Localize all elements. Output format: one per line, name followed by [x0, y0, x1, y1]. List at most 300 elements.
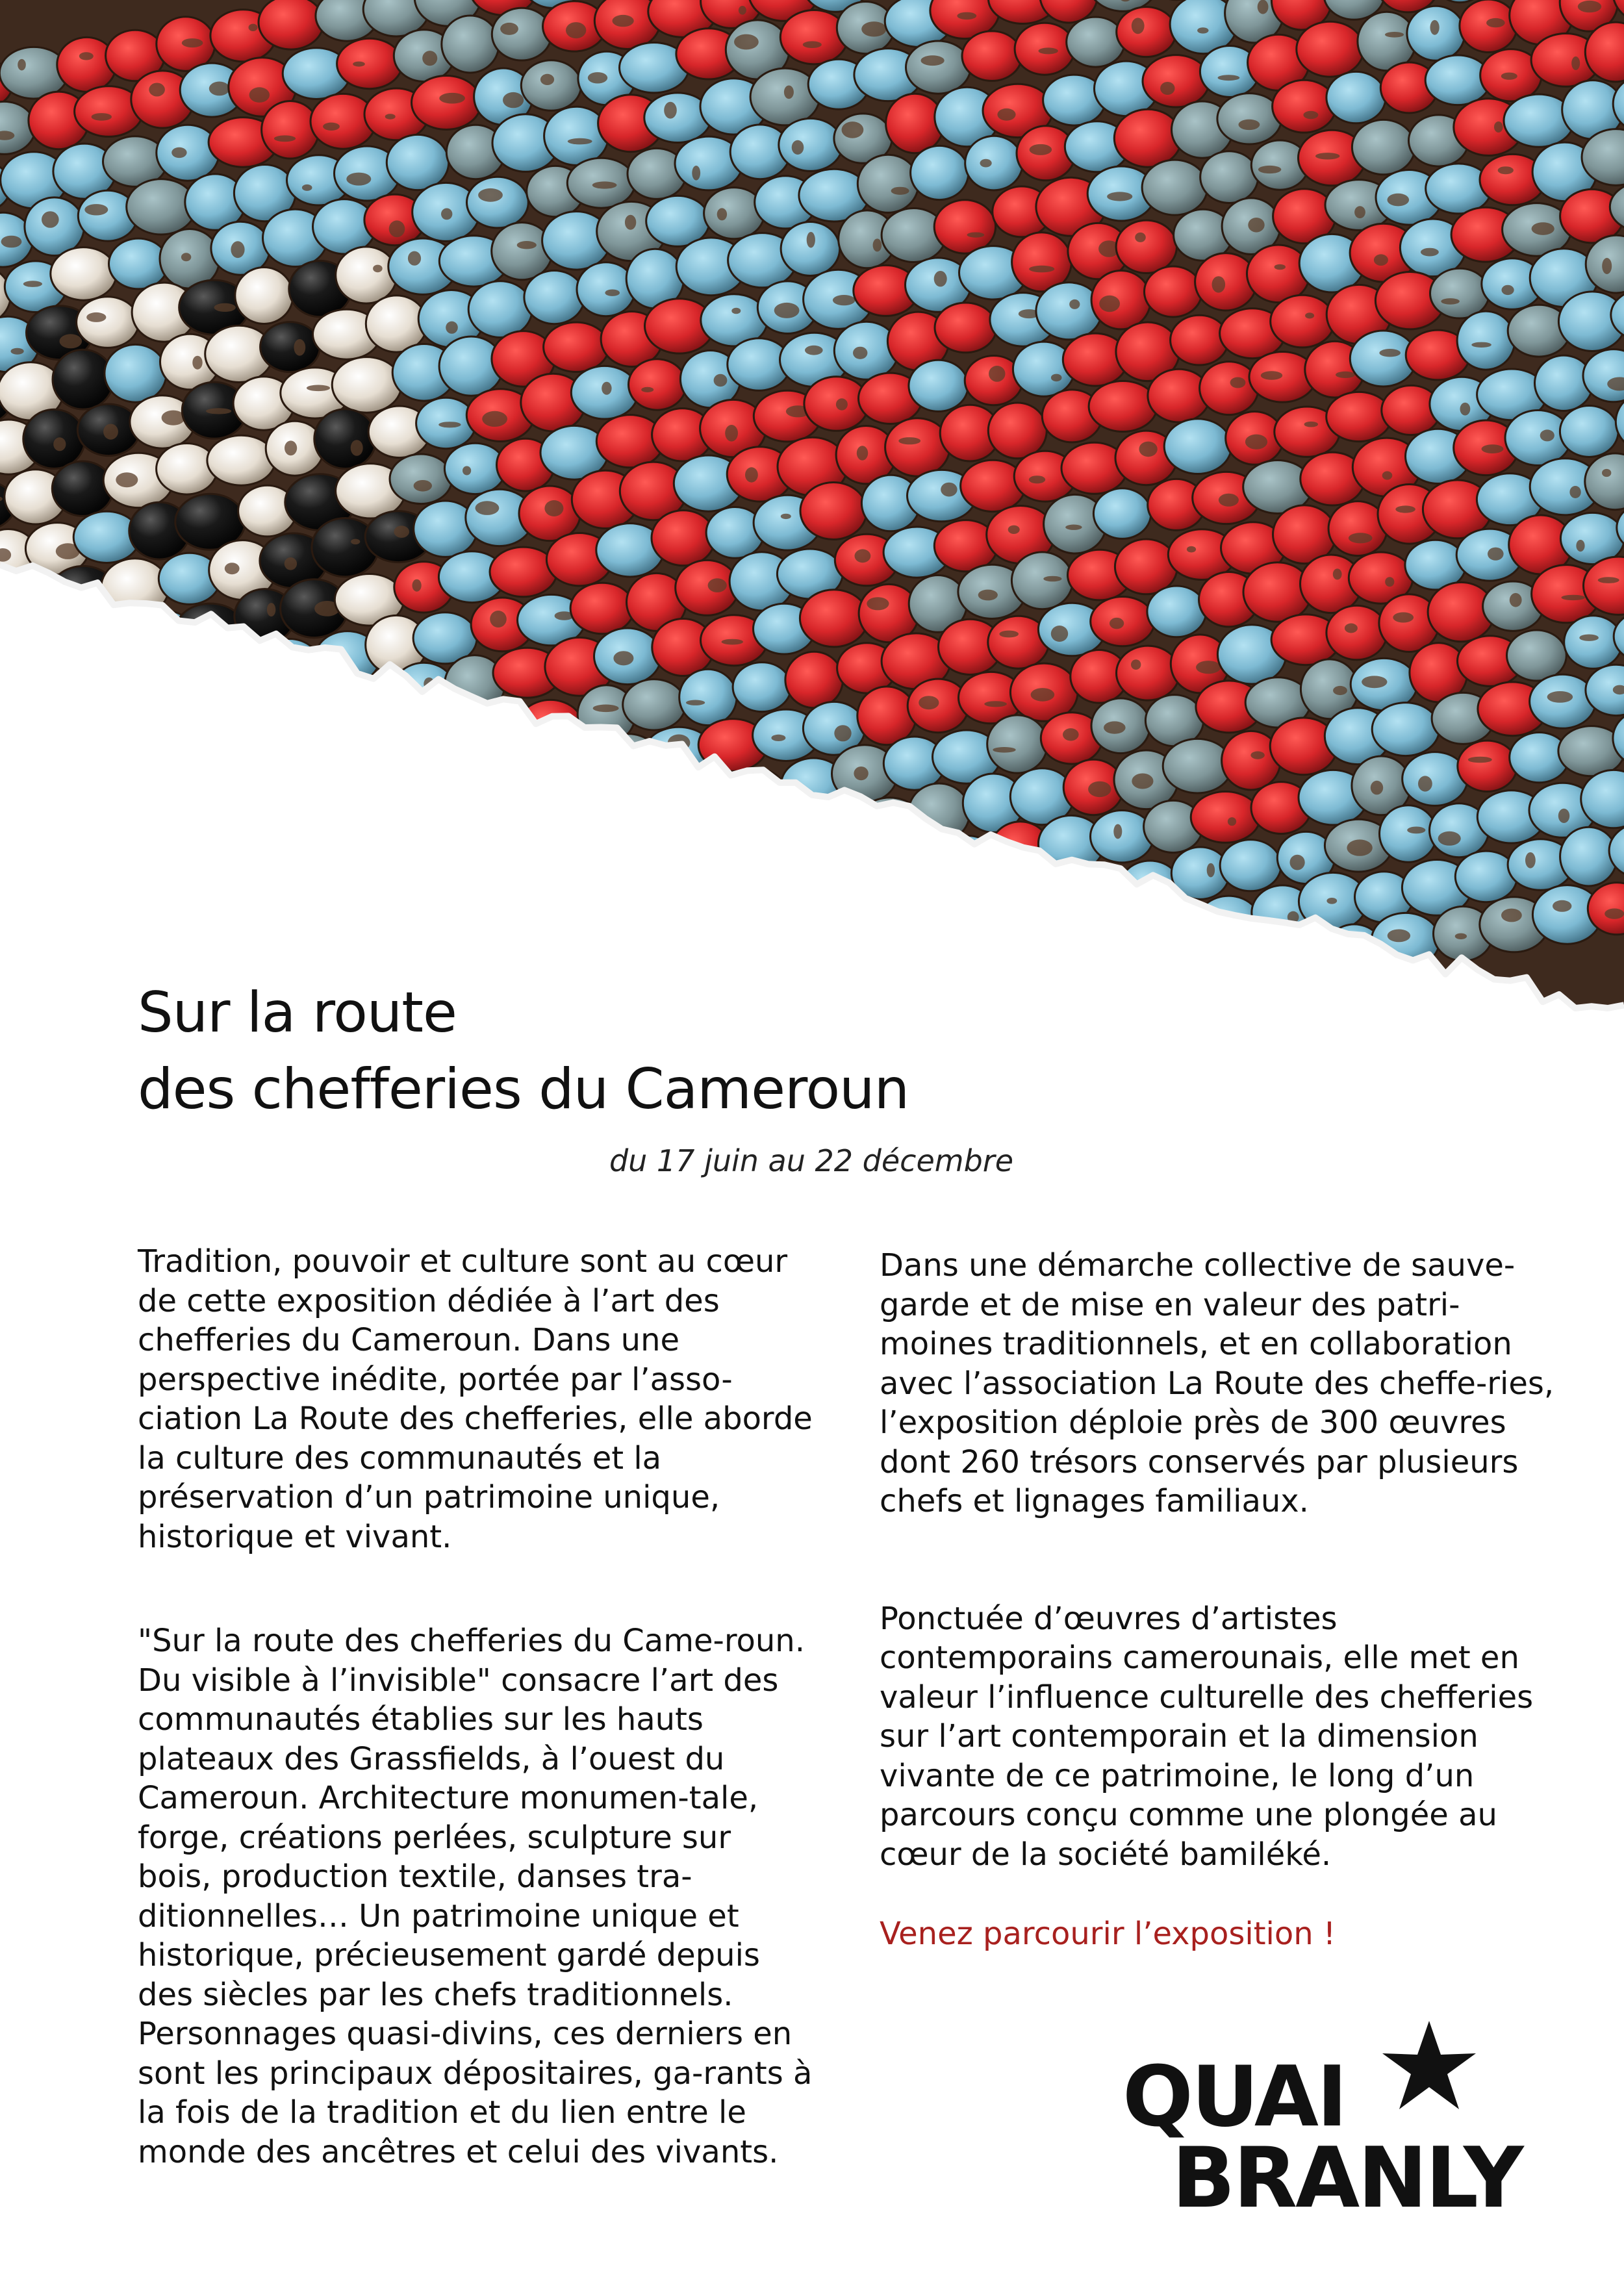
bead	[908, 893, 972, 945]
bead	[81, 936, 144, 995]
soil-speck	[394, 526, 409, 538]
page-title	[138, 974, 909, 1128]
soil-speck	[1525, 852, 1536, 869]
soil-speck	[873, 238, 882, 251]
soil-speck	[784, 86, 794, 99]
bead	[674, 883, 739, 932]
bead	[232, 914, 294, 964]
bead	[679, 669, 737, 725]
bead	[626, 891, 689, 943]
soil-speck	[923, 973, 935, 988]
soil-speck	[1362, 676, 1387, 688]
soil-speck	[18, 59, 26, 71]
soil-speck	[377, 746, 403, 762]
soil-speck	[285, 557, 297, 570]
bead	[0, 799, 14, 853]
contemporary-artists-paragraph: Ponctuée d’œuvres d’artistes contemporains camerounais, elle met en valeur l’influence culturelle des chefferies sur l’art contemporain et la dimension vivante de ce patrimoine, le long d’un parcours conçu comme une plongée au cœur de la société bamiléké.	[880, 1600, 1534, 1873]
soil-speck	[1218, 75, 1240, 81]
soil-speck	[54, 863, 64, 876]
soil-speck	[1031, 688, 1055, 702]
bead	[283, 792, 346, 844]
bead	[907, 998, 972, 1053]
soil-speck	[1605, 909, 1624, 919]
soil-speck	[441, 209, 452, 220]
soil-speck	[36, 744, 62, 752]
soil-speck	[1385, 32, 1404, 38]
bead	[676, 560, 739, 615]
bead	[1041, 924, 1110, 976]
soil-speck	[1065, 525, 1082, 530]
bead	[1271, 295, 1334, 348]
soil-speck	[438, 422, 461, 427]
soil-speck	[285, 440, 297, 455]
visit-call-to-action[interactable]: Venez parcourir l’exposition !	[880, 1916, 1336, 1952]
bead	[124, 823, 192, 880]
soil-speck	[316, 702, 331, 709]
soil-speck	[31, 1017, 57, 1026]
bead	[652, 511, 715, 566]
soil-speck	[1160, 82, 1174, 95]
quai-branly-logo	[1117, 2017, 1533, 2225]
soil-speck	[1460, 403, 1471, 416]
soil-speck	[441, 946, 450, 957]
bead	[258, 741, 322, 797]
soil-speck	[290, 653, 312, 663]
bead	[1116, 220, 1176, 273]
bead	[235, 268, 293, 324]
soil-speck	[307, 385, 330, 392]
bead	[176, 922, 246, 971]
soil-speck	[1107, 192, 1132, 201]
soil-speck	[365, 804, 388, 815]
soil-speck	[1110, 618, 1124, 629]
soil-speck	[1131, 659, 1141, 670]
soil-speck	[978, 590, 998, 601]
soil-speck	[0, 770, 1, 782]
bead	[1326, 71, 1386, 123]
soil-speck	[781, 514, 791, 519]
bead	[337, 38, 403, 88]
soil-speck	[692, 166, 700, 181]
bead	[161, 870, 222, 920]
soil-speck	[496, 945, 514, 959]
soil-speck	[478, 188, 503, 202]
soil-speck	[1482, 444, 1504, 453]
soil-speck	[853, 347, 867, 359]
soil-speck	[861, 21, 886, 36]
soil-speck	[898, 437, 920, 444]
soil-speck	[1248, 218, 1264, 233]
soil-speck	[1498, 166, 1514, 174]
soil-speck	[1486, 18, 1505, 27]
soil-speck	[625, 215, 636, 230]
bead	[629, 359, 687, 410]
soil-speck	[1245, 435, 1267, 450]
bead	[260, 322, 320, 372]
soil-speck	[1349, 533, 1373, 543]
soil-speck	[1468, 757, 1492, 763]
soil-speck	[739, 6, 746, 15]
soil-speck	[1212, 276, 1226, 292]
soil-speck	[1258, 166, 1281, 173]
bead	[521, 60, 581, 111]
soil-speck	[1532, 222, 1554, 235]
soil-speck	[1196, 661, 1221, 674]
soil-speck	[807, 232, 815, 247]
soil-speck	[713, 791, 726, 799]
bead	[209, 859, 269, 916]
soil-speck	[1069, 299, 1080, 309]
soil-speck	[23, 281, 42, 287]
bead	[157, 125, 219, 181]
soil-speck	[855, 549, 871, 563]
soil-speck	[1333, 686, 1347, 695]
soil-speck	[798, 883, 815, 896]
star-icon	[1377, 2017, 1481, 2114]
bead	[184, 809, 242, 866]
bead	[1091, 271, 1150, 329]
bead	[1560, 406, 1618, 457]
soil-speck	[1407, 827, 1425, 834]
soil-speck	[385, 114, 396, 119]
bead	[468, 281, 532, 338]
soil-speck	[368, 904, 383, 917]
bead	[756, 924, 814, 976]
soil-speck	[266, 764, 292, 778]
soil-speck	[182, 38, 203, 47]
soil-speck	[490, 611, 507, 628]
bead	[965, 136, 1023, 190]
soil-speck	[774, 303, 800, 318]
soil-speck	[1421, 248, 1439, 257]
bead	[1217, 94, 1282, 144]
bead	[1093, 488, 1150, 539]
soil-speck	[1099, 296, 1120, 312]
soil-speck	[11, 348, 24, 355]
soil-speck	[1024, 962, 1038, 969]
bead	[726, 870, 793, 925]
soil-speck	[1571, 57, 1580, 70]
soil-speck	[503, 92, 524, 108]
soil-speck	[992, 911, 1002, 924]
bead	[1200, 151, 1258, 203]
soil-speck	[1275, 264, 1286, 270]
bead	[390, 454, 452, 504]
bead	[1147, 586, 1206, 637]
soil-speck	[1187, 546, 1196, 553]
soil-speck	[8, 987, 18, 994]
bead	[444, 762, 509, 817]
bead	[286, 904, 353, 954]
bead	[209, 649, 266, 705]
soil-speck	[373, 265, 383, 273]
soil-speck	[568, 138, 592, 145]
bead	[364, 725, 434, 778]
bead	[1326, 605, 1387, 660]
soil-speck	[1393, 613, 1414, 623]
soil-speck	[834, 725, 851, 741]
soil-speck	[1501, 909, 1522, 922]
soil-speck	[446, 322, 458, 334]
soil-speck	[231, 782, 254, 792]
bead	[469, 704, 527, 761]
soil-speck	[1343, 943, 1361, 957]
bead	[1063, 975, 1128, 1025]
soil-speck	[1039, 47, 1058, 54]
bead	[1380, 805, 1437, 863]
soil-speck	[999, 631, 1019, 638]
bead	[785, 652, 843, 708]
soil-speck	[1104, 721, 1126, 733]
bead	[521, 913, 581, 967]
soil-speck	[254, 822, 273, 835]
soil-speck	[745, 467, 758, 482]
soil-speck	[867, 597, 889, 610]
soil-speck	[877, 813, 888, 830]
soil-speck	[149, 83, 165, 97]
bead	[1220, 840, 1281, 891]
soil-speck	[266, 707, 282, 721]
soil-speck	[708, 578, 727, 592]
soil-speck	[734, 34, 759, 50]
bead	[911, 146, 969, 199]
soil-speck	[1, 236, 22, 248]
soil-speck	[664, 102, 677, 119]
bead	[129, 717, 196, 770]
soil-speck	[1371, 781, 1383, 795]
soil-speck	[686, 700, 705, 705]
soil-speck	[1029, 475, 1045, 483]
soil-speck	[171, 147, 186, 158]
bead	[389, 776, 451, 833]
soil-speck	[1510, 593, 1522, 607]
bead	[883, 848, 948, 900]
soil-speck	[116, 472, 138, 487]
soil-speck	[641, 387, 653, 392]
soil-speck	[1602, 469, 1611, 477]
soil-speck	[1558, 809, 1569, 823]
bead	[623, 679, 685, 730]
soil-speck	[613, 651, 633, 665]
bead	[1191, 792, 1260, 843]
bead	[522, 802, 583, 861]
bead	[333, 890, 398, 941]
soil-speck	[967, 233, 985, 238]
soil-speck	[1303, 111, 1318, 119]
soil-speck	[157, 947, 168, 959]
soil-speck	[346, 173, 371, 186]
soil-speck	[1569, 486, 1580, 498]
soil-speck	[62, 644, 70, 650]
soil-speck	[1250, 752, 1264, 759]
soil-speck	[1326, 898, 1337, 904]
bead	[23, 409, 85, 468]
soil-speck	[971, 856, 991, 861]
soil-speck	[249, 24, 258, 31]
soil-speck	[517, 241, 537, 249]
soil-speck	[989, 366, 1005, 382]
soil-speck	[1540, 429, 1554, 441]
soil-speck	[919, 696, 939, 709]
soil-speck	[439, 93, 465, 104]
bead	[417, 717, 476, 770]
bead	[313, 844, 381, 896]
soil-speck	[1553, 900, 1571, 912]
bead	[601, 844, 661, 898]
bead	[648, 833, 711, 885]
bead	[906, 41, 971, 94]
bead	[570, 583, 634, 634]
bead	[0, 1012, 9, 1052]
soil-speck	[1051, 374, 1062, 382]
bead	[757, 813, 815, 869]
soil-speck	[127, 802, 140, 811]
bead	[1093, 910, 1156, 968]
bead	[335, 782, 404, 837]
soil-speck	[249, 87, 270, 103]
soil-speck	[422, 51, 437, 66]
hero-photo	[0, 0, 1624, 1052]
bead	[800, 483, 867, 540]
soil-speck	[833, 295, 856, 305]
soil-speck	[593, 705, 619, 713]
bead	[1117, 646, 1180, 700]
soil-speck	[206, 408, 231, 414]
soil-speck	[351, 440, 363, 456]
bead	[1507, 630, 1567, 681]
logo-word-branly: BRANLY	[1172, 2130, 1522, 2227]
bead	[51, 785, 118, 835]
bead	[679, 774, 737, 833]
soil-speck	[92, 113, 112, 121]
soil-speck	[3, 661, 16, 674]
soil-speck	[1388, 194, 1410, 207]
soil-speck	[247, 927, 270, 937]
bead	[1352, 120, 1415, 174]
soil-speck	[1038, 1014, 1049, 1020]
bead	[1164, 419, 1231, 474]
bead	[1297, 21, 1364, 77]
soil-speck	[921, 55, 945, 66]
soil-speck	[1382, 471, 1393, 479]
soil-speck	[267, 603, 275, 616]
left-column	[138, 1242, 813, 2172]
soil-speck	[842, 121, 864, 138]
bead	[283, 689, 353, 741]
soil-speck	[151, 849, 162, 863]
soil-speck	[836, 398, 848, 410]
bead	[105, 878, 163, 933]
bead	[857, 155, 919, 212]
bead	[23, 841, 90, 896]
soil-speck	[731, 308, 741, 314]
soil-speck	[1063, 728, 1079, 741]
bead	[959, 991, 1030, 1043]
soil-speck	[1388, 930, 1410, 943]
soil-speck	[1305, 312, 1314, 318]
intro-paragraph: Tradition, pouvoir et culture sont au cœur de cette exposition dédiée à l’art des chefferies du Cameroun. Dans une perspective inédite, portée par l’asso-ciation La Route des chefferies, elle aborde la culture des communautés et la préservation d’un patrimoine unique, historique et vivant.	[138, 1243, 813, 1555]
soil-speck	[1418, 776, 1432, 791]
bead	[181, 705, 251, 755]
soil-speck	[53, 437, 66, 451]
soil-speck	[10, 586, 25, 602]
soil-speck	[1041, 891, 1052, 906]
bead	[1019, 872, 1076, 928]
bead	[780, 10, 848, 64]
soil-speck	[1288, 960, 1308, 967]
soil-speck	[21, 817, 33, 824]
soil-speck	[1219, 494, 1239, 507]
soil-speck	[891, 187, 909, 195]
soil-speck	[725, 425, 738, 442]
soil-speck	[613, 15, 634, 27]
soil-speck	[67, 1022, 79, 1034]
soil-speck	[323, 123, 340, 131]
bead	[544, 322, 609, 372]
soil-speck	[331, 869, 340, 883]
soil-speck	[957, 12, 976, 19]
bead	[1167, 956, 1234, 1006]
soil-speck	[103, 424, 118, 440]
bead	[387, 883, 455, 940]
bead	[546, 854, 605, 907]
bead	[800, 590, 868, 647]
soil-speck	[482, 411, 507, 427]
soil-speck	[90, 952, 113, 967]
bead	[76, 828, 138, 883]
soil-speck	[1261, 371, 1282, 379]
soil-speck	[1132, 18, 1145, 34]
bead	[575, 902, 633, 961]
soil-speck	[1488, 548, 1504, 561]
bead	[0, 682, 66, 742]
bead	[332, 357, 401, 413]
soil-speck	[214, 303, 236, 312]
soil-speck	[628, 755, 650, 770]
bead	[109, 238, 168, 289]
soil-speck	[1258, 0, 1269, 14]
soil-speck	[649, 916, 674, 924]
bead	[801, 911, 871, 965]
soil-speck	[857, 446, 868, 460]
soil-speck	[1385, 577, 1394, 587]
bead	[988, 937, 1049, 988]
bead	[1143, 55, 1210, 107]
soil-speck	[1197, 27, 1208, 33]
logo-word-quai: QUAI	[1123, 2049, 1346, 2146]
soil-speck	[980, 159, 992, 168]
bead	[415, 826, 481, 880]
bead	[544, 748, 606, 799]
bead	[1457, 311, 1515, 370]
soil-speck	[366, 694, 379, 705]
soil-speck	[209, 81, 230, 95]
soil-speck	[993, 747, 1015, 753]
soil-speck	[144, 732, 168, 737]
soil-speck	[792, 140, 804, 155]
bead	[733, 663, 791, 712]
soil-speck	[84, 204, 108, 215]
bead	[3, 895, 66, 950]
bead	[336, 247, 397, 303]
soil-speck	[566, 22, 586, 38]
bead	[957, 885, 1022, 935]
bead	[626, 786, 687, 841]
soil-speck	[1602, 258, 1612, 274]
soil-speck	[408, 251, 421, 266]
soil-speck	[100, 627, 124, 644]
soil-speck	[181, 253, 191, 261]
